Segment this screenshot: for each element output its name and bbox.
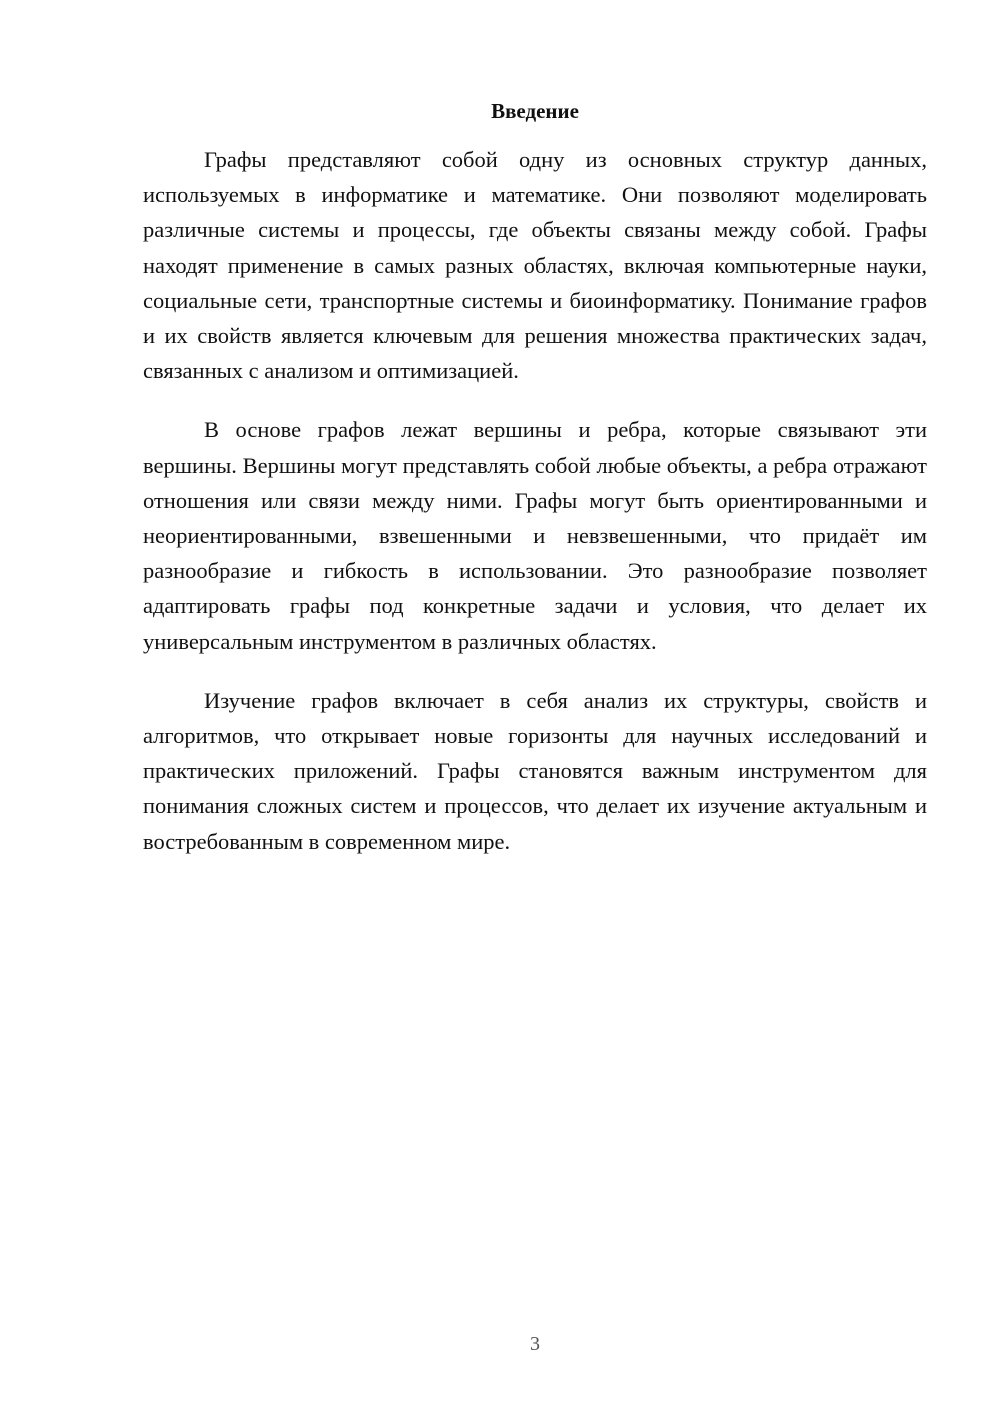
body-text [143,142,927,883]
page-title: Введение [491,99,579,123]
paragraph-1: Графы представляют собой одну из основных структур данных, используемых в информатике и математике. Они позволяют моделировать различные системы и процессы, где объекты связаны между собой. Графы находят применение в самых разных областях, включая компьютерные науки, социальные сети, транспортные системы и биоинформатику. Понимание графов и их свойств является ключевым для решения множества практических задач, связанных с анализом и оптимизацией. [143,147,927,384]
paragraph-3: Изучение графов включает в себя анализ их структуры, свойств и алгоритмов, что открывает новые горизонты для научных исследований и практических приложений. Графы становятся важным инструментом для понимания сложных систем и процессов, что делает их изучение актуальным и востребованным в современном мире. [143,687,927,854]
paragraph-2: В основе графов лежат вершины и ребра, которые связывают эти вершины. Вершины могут представлять собой любые объекты, а ребра отражают отношения или связи между ними. Графы могут быть ориентированными и неориентированными, взвешенными и невзвешенными, что придаёт им разнообразие и гибкость в использовании. Это разнообразие позволяет адаптировать графы под конкретные задачи и условия, что делает их универсальным инструментом в различных областях. [143,417,927,654]
page-number: 3 [530,1333,540,1355]
